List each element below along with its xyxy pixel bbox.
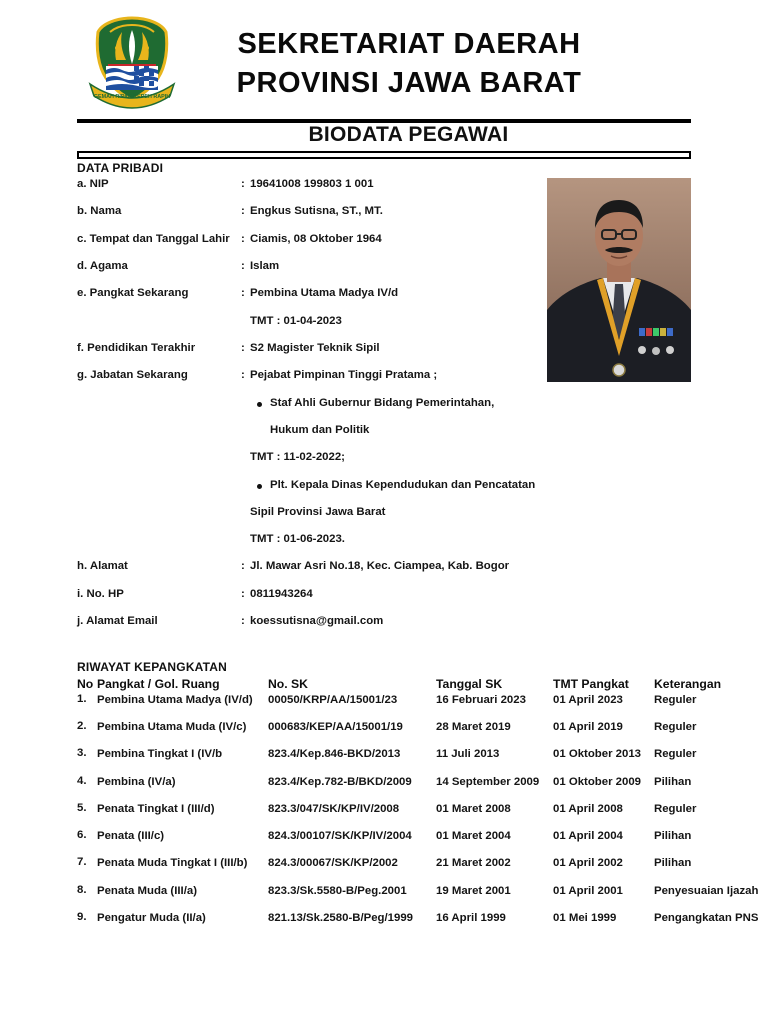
pangkat-tmt: TMT : 01-04-2023 [250, 315, 342, 327]
row-sk: 824.3/00107/SK/KP/IV/2004 [268, 830, 412, 842]
row-tanggal: 01 Maret 2008 [436, 803, 511, 815]
pangkat-label: e. Pangkat Sekarang [77, 287, 189, 299]
row-pangkat: Pembina Utama Muda (IV/c) [97, 721, 247, 733]
row-keterangan: Reguler [654, 803, 697, 815]
row-pangkat: Penata Muda (III/a) [97, 885, 198, 897]
row-number: 9. [77, 911, 87, 923]
jabatan-value: Pejabat Pimpinan Tinggi Pratama ; [250, 369, 438, 381]
jabatan-item1-line2: Hukum dan Politik [270, 424, 370, 436]
colon: : [241, 205, 245, 217]
colon: : [241, 287, 245, 299]
jabatan-item2-tmt: TMT : 01-06-2023. [250, 533, 345, 545]
row-number: 2. [77, 720, 87, 732]
alamat-label: h. Alamat [77, 560, 128, 572]
row-sk: 000683/KEP/AA/15001/19 [268, 721, 403, 733]
email-label: j. Alamat Email [77, 615, 158, 627]
ttl-label: c. Tempat dan Tanggal Lahir [77, 233, 230, 245]
document-title: BIODATA PEGAWAI [308, 123, 509, 146]
column-header-sk: No. SK [268, 677, 308, 691]
row-sk: 821.13/Sk.2580-B/Peg/1999 [268, 912, 414, 924]
row-number: 3. [77, 747, 87, 759]
row-number: 4. [77, 775, 87, 787]
nama-value: Engkus Sutisna, ST., MT. [250, 205, 383, 217]
agama-value: Islam [250, 260, 280, 272]
pendidikan-value: S2 Magister Teknik Sipil [250, 342, 380, 354]
colon: : [241, 178, 245, 190]
hp-label: i. No. HP [77, 588, 124, 600]
row-number: 6. [77, 829, 87, 841]
row-number: 7. [77, 856, 87, 868]
row-tmt: 01 April 2008 [553, 803, 623, 815]
row-tanggal: 01 Maret 2004 [436, 830, 511, 842]
row-pangkat: Pembina Tingkat I (IV/b [97, 748, 223, 760]
row-tanggal: 16 April 1999 [436, 912, 506, 924]
nip-label: a. NIP [77, 178, 109, 190]
colon: : [241, 560, 245, 572]
column-header-tanggal: Tanggal SK [436, 677, 503, 691]
row-keterangan: Pengangkatan PNS [654, 912, 759, 924]
nama-label: b. Nama [77, 205, 122, 217]
row-tmt: 01 April 2023 [553, 694, 623, 706]
colon: : [241, 342, 245, 354]
row-keterangan: Reguler [654, 748, 697, 760]
row-pangkat: Pengatur Muda (II/a) [97, 912, 206, 924]
colon: : [241, 588, 245, 600]
row-tmt: 01 April 2002 [553, 857, 623, 869]
row-pangkat: Penata Tingkat I (III/d) [97, 803, 215, 815]
row-pangkat: Pembina (IV/a) [97, 776, 176, 788]
provincial-logo [86, 14, 178, 112]
colon: : [241, 260, 245, 272]
column-header-tmt: TMT Pangkat [553, 677, 629, 691]
row-tanggal: 16 Februari 2023 [436, 694, 526, 706]
row-sk: 823.4/Kep.846-BKD/2013 [268, 748, 401, 760]
row-pangkat: Pembina Utama Madya (IV/d) [97, 694, 253, 706]
row-tanggal: 11 Juli 2013 [436, 748, 500, 760]
row-number: 8. [77, 884, 87, 896]
jabatan-label: g. Jabatan Sekarang [77, 369, 188, 381]
row-keterangan: Pilihan [654, 830, 692, 842]
column-header-pangkat: Pangkat / Gol. Ruang [97, 677, 220, 691]
jabatan-item2-line1: Plt. Kepala Dinas Kependudukan dan Pencatatan [270, 479, 536, 491]
bullet-icon [257, 402, 262, 407]
row-number: 5. [77, 802, 87, 814]
agama-label: d. Agama [77, 260, 128, 272]
jabatan-item1-tmt: TMT : 11-02-2022; [250, 451, 345, 463]
rank-history-heading: RIWAYAT KEPANGKATAN [77, 660, 228, 674]
jabatan-item2-line2: Sipil Provinsi Jawa Barat [250, 506, 386, 518]
column-header-keterangan: Keterangan [654, 677, 722, 691]
row-tanggal: 14 September 2009 [436, 776, 540, 788]
row-keterangan: Pilihan [654, 776, 692, 788]
email-value: koessutisna@gmail.com [250, 615, 384, 627]
pendidikan-label: f. Pendidikan Terakhir [77, 342, 196, 354]
row-keterangan: Penyesuaian Ijazah [654, 885, 759, 897]
bullet-icon [257, 484, 262, 489]
alamat-value: Jl. Mawar Asri No.18, Kec. Ciampea, Kab. Bogor [250, 560, 510, 572]
row-tanggal: 19 Maret 2001 [436, 885, 511, 897]
row-tmt: 01 Mei 1999 [553, 912, 617, 924]
colon: : [241, 369, 245, 381]
jabatan-item1-line1: Staf Ahli Gubernur Bidang Pemerintahan, [270, 397, 495, 409]
org-title-line1: SEKRETARIAT DAERAH [237, 28, 581, 60]
row-number: 1. [77, 693, 87, 705]
row-keterangan: Pilihan [654, 857, 692, 869]
row-tanggal: 21 Maret 2002 [436, 857, 511, 869]
title-underline-box [77, 151, 691, 159]
row-sk: 823.3/Sk.5580-B/Peg.2001 [268, 885, 407, 897]
org-title-line2: PROVINSI JAWA BARAT [236, 67, 582, 99]
row-tmt: 01 Oktober 2013 [553, 748, 642, 760]
ttl-value: Ciamis, 08 Oktober 1964 [250, 233, 382, 245]
employee-photo [547, 178, 691, 382]
logo-motto: GEMAH RIPAH REPEH RAPIH [93, 94, 171, 100]
row-sk: 00050/KRP/AA/15001/23 [268, 694, 398, 706]
row-sk: 824.3/00067/SK/KP/2002 [268, 857, 398, 869]
row-keterangan: Reguler [654, 721, 697, 733]
row-tmt: 01 April 2004 [553, 830, 623, 842]
personal-data-heading: DATA PRIBADI [77, 161, 164, 175]
colon: : [241, 615, 245, 627]
row-tanggal: 28 Maret 2019 [436, 721, 511, 733]
row-keterangan: Reguler [654, 694, 697, 706]
row-tmt: 01 April 2019 [553, 721, 623, 733]
column-header-no: No [77, 677, 94, 691]
nip-value: 19641008 199803 1 001 [250, 178, 374, 190]
row-pangkat: Penata (III/c) [97, 830, 165, 842]
pangkat-value: Pembina Utama Madya IV/d [250, 287, 399, 299]
hp-value: 0811943264 [250, 588, 313, 600]
colon: : [241, 233, 245, 245]
row-pangkat: Penata Muda Tingkat I (III/b) [97, 857, 248, 869]
row-tmt: 01 April 2001 [553, 885, 623, 897]
row-sk: 823.4/Kep.782-B/BKD/2009 [268, 776, 412, 788]
row-sk: 823.3/047/SK/KP/IV/2008 [268, 803, 400, 815]
row-tmt: 01 Oktober 2009 [553, 776, 642, 788]
